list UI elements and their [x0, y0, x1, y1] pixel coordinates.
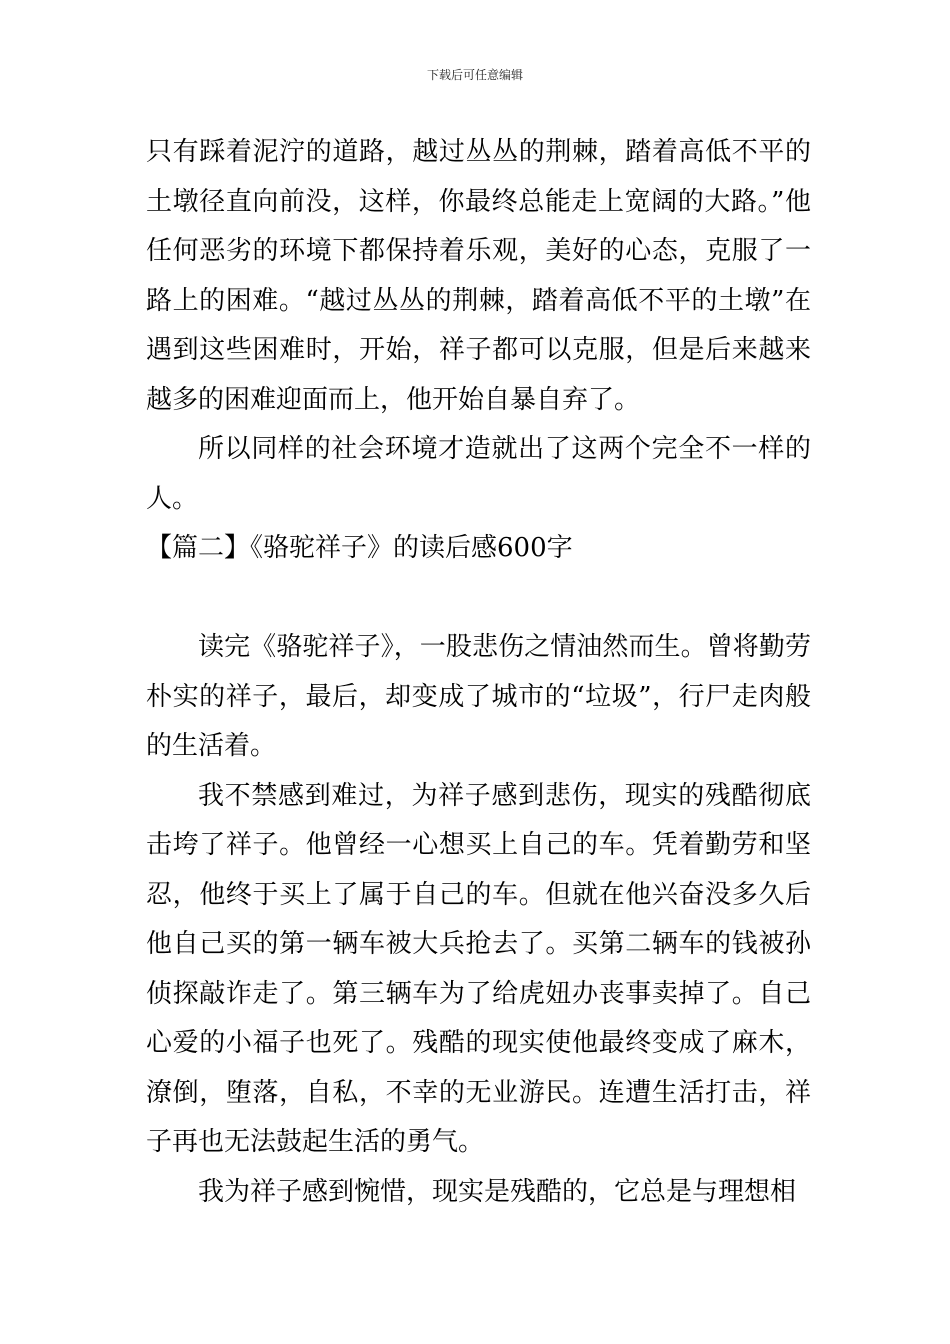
- document-body: [146, 128, 811, 1217]
- blank-line: [146, 574, 811, 624]
- paragraph: 所以同样的社会环境才造就出了这两个完全不一样的人。: [146, 434, 811, 514]
- section-heading: 【篇二】《骆驼祥子》的读后感600字: [146, 533, 573, 563]
- page-header: 下载后可任意编辑: [426, 68, 523, 82]
- paragraph: 我不禁感到难过，为祥子感到悲伤，现实的残酷彻底击垮了祥子。他曾经一心想买上自己的车。凭着勤劳和坚忍，他终于买上了属于自己的车。但就在他兴奋没多久后他自己买的第一辆车被大兵抢去了。买第二辆车的钱被孙侦探敲诈走了。第三辆车为了给虎妞办丧事卖掉了。自己心爱的小福子也死了。残酷的现实使他最终变成了麻木，潦倒，堕落，自私，不幸的无业游民。连遭生活打击，祥子再也无法鼓起生活的勇气。: [146, 780, 811, 1157]
- paragraph: 读完《骆驼祥子》，一股悲伤之情油然而生。曾将勤劳朴实的祥子，最后，却变成了城市的“垃圾”，行尸走肉般的生活着。: [146, 632, 811, 761]
- paragraph: 只有踩着泥泞的道路，越过丛丛的荆棘，踏着高低不平的土墩径直向前没，这样，你最终总能走上宽阔的大路。”他任何恶劣的环境下都保持着乐观，美好的心态，克服了一路上的困难。“越过丛丛的荆棘，踏着高低不平的土墩”在遇到这些困难时，开始，祥子都可以克服，但是后来越来越多的困难迎面而上，他开始自暴自弃了。: [146, 137, 811, 415]
- paragraph: 我为祥子感到惋惜，现实是残酷的，它总是与理想相: [198, 1176, 797, 1207]
